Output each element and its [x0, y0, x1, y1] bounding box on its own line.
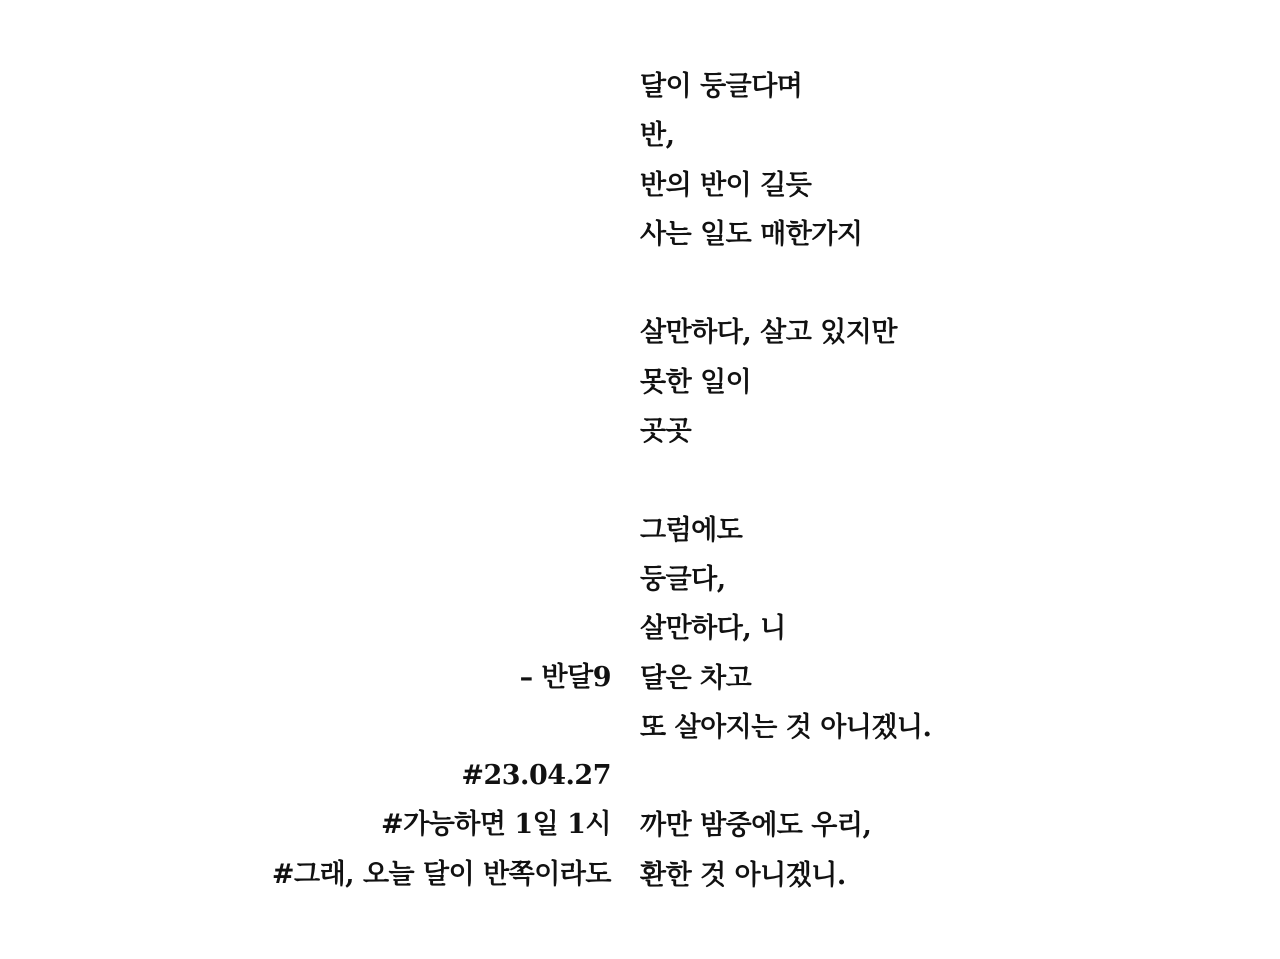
poem-line: 못한 일이 — [640, 366, 752, 398]
hashtag: #가능하면 1일 1시 — [381, 809, 611, 841]
poem-line: 반의 반이 길듯 — [640, 169, 812, 201]
poem-line: 또 살아지는 것 아니겠니. — [640, 711, 932, 743]
poem-line: 반, — [640, 120, 675, 152]
poem-stanza-break — [640, 456, 931, 505]
poem-line: 달이 둥글다며 — [640, 71, 803, 102]
poem-line: 그럼에도 — [640, 514, 743, 546]
poem-line: 까만 밤중에도 우리, — [640, 810, 872, 842]
poem-line: 달은 차고 — [640, 662, 752, 694]
poem-line: 곳곳 — [640, 416, 692, 448]
poem-line: 사는 일도 매한가지 — [640, 218, 863, 250]
poem-stanza-break — [640, 259, 931, 308]
poem-line: 환한 것 아니겠니. — [640, 859, 846, 891]
poem-tags — [272, 751, 611, 899]
poem-line: 살만하다, 살고 있지만 — [640, 317, 897, 349]
poem-title: – 반달9 — [519, 662, 611, 693]
hashtag: #그래, 오늘 달이 반쪽이라도 — [271, 858, 611, 890]
poem-line: 살만하다, 니 — [640, 613, 786, 645]
poem-meta — [520, 653, 611, 702]
poem-line: 둥글다, — [640, 563, 726, 595]
poem-stanza-break — [640, 752, 931, 801]
poem-body — [640, 62, 931, 900]
date-tag: #23.04.27 — [461, 760, 611, 791]
